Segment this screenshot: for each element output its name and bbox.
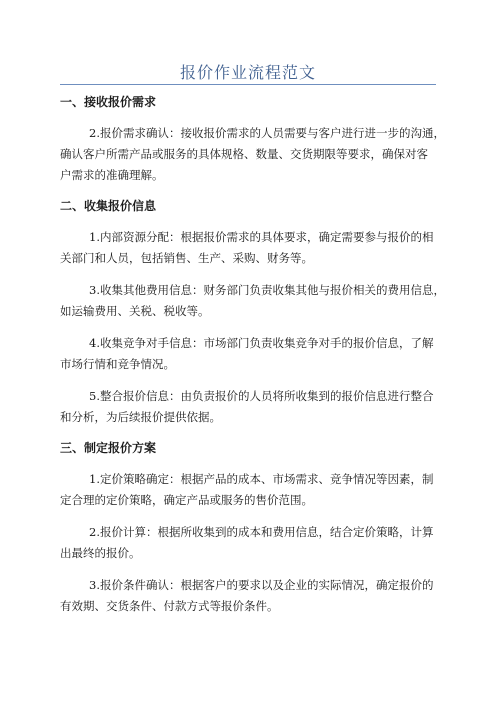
- paragraph-line: 和分析，为后续报价提供依据。: [60, 410, 221, 424]
- paragraph-line: 1.内部资源分配：根据报价需求的具体要求，确定需要参与报价的相: [89, 230, 434, 244]
- section-make-plan: [60, 440, 440, 617]
- paragraph: [60, 333, 440, 375]
- document-title: 报价作业流程范文: [179, 63, 316, 82]
- paragraph: [60, 469, 440, 511]
- section-heading: 二、收集报价信息: [60, 199, 157, 213]
- document-body: [60, 94, 445, 617]
- paragraph-line: 4.收集竞争对手信息：市场部门负责收集竞争对手的报价信息，了解: [89, 336, 434, 350]
- paragraph: [60, 522, 440, 564]
- paragraph: [60, 123, 445, 186]
- paragraph-line: 1.定价策略确定：根据产品的成本、市场需求、竞争情况等因素，制: [89, 472, 434, 486]
- paragraph-line: 2.报价需求确认：接收报价需求的人员需要与客户进行进一步的沟通，: [89, 126, 445, 140]
- paragraph-line: 出最终的报价。: [60, 546, 141, 560]
- paragraph-line: 户需求的准确理解。: [60, 168, 164, 182]
- paragraph: [60, 386, 440, 428]
- paragraph-line: 2.报价计算：根据所收集到的成本和费用信息，结合定价策略，计算: [89, 525, 434, 539]
- paragraph: [60, 227, 440, 269]
- title-underline: [60, 84, 436, 85]
- paragraph-line: 5.整合报价信息：由负责报价的人员将所收集到的报价信息进行整合: [89, 389, 434, 403]
- paragraph-line: 有效期、交货条件、付款方式等报价条件。: [60, 599, 279, 613]
- paragraph-line: 定合理的定价策略，确定产品或服务的售价范围。: [60, 493, 313, 507]
- paragraph-line: 如运输费用、关税、税收等。: [60, 304, 210, 318]
- section-receive-request: [60, 94, 445, 186]
- paragraph-line: 确认客户所需产品或服务的具体规格、数量、交货期限等要求，确保对客: [60, 147, 428, 161]
- paragraph-line: 3.报价条件确认：根据客户的要求以及企业的实际情况，确定报价的: [89, 578, 434, 592]
- paragraph-line: 市场行情和竞争情况。: [60, 357, 175, 371]
- paragraph-line: 关部门和人员，包括销售、生产、采购、财务等。: [60, 251, 313, 265]
- section-heading: 三、制定报价方案: [60, 441, 157, 455]
- paragraph: [60, 575, 440, 617]
- section-collect-info: [60, 198, 445, 428]
- paragraph: [60, 280, 445, 322]
- section-heading: 一、接收报价需求: [60, 95, 157, 109]
- paragraph-line: 3.收集其他费用信息：财务部门负责收集其他与报价相关的费用信息，: [89, 283, 445, 297]
